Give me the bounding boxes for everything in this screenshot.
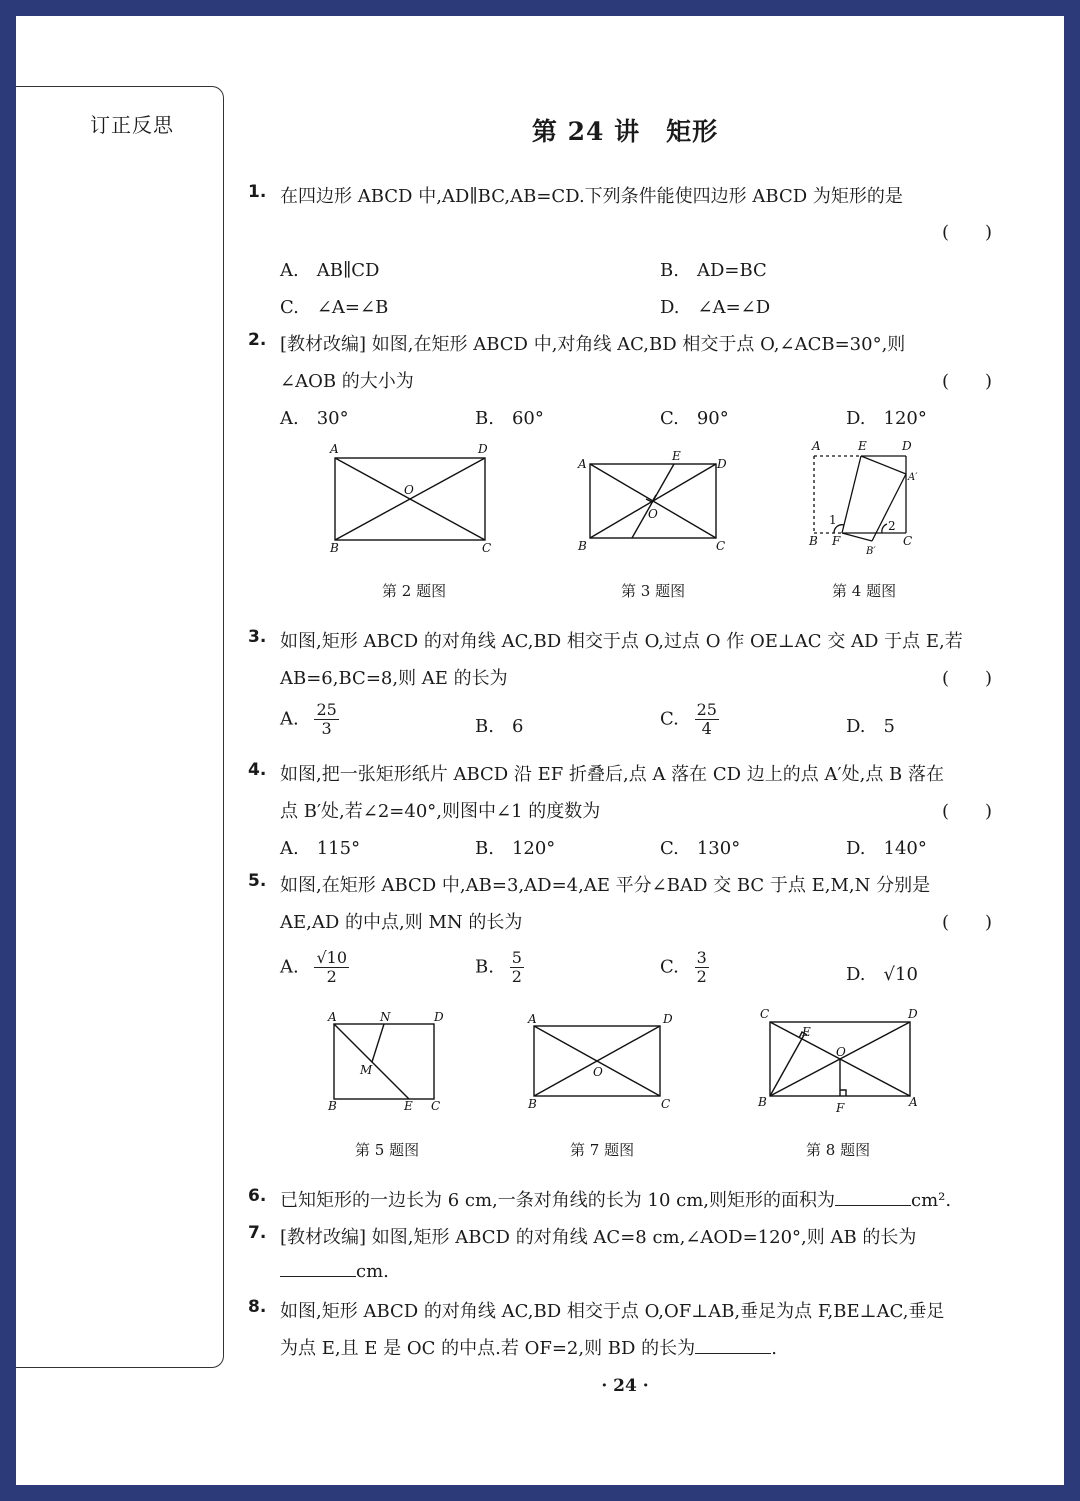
q5-option-c: C. $\frac{3}{2}$ xyxy=(660,948,707,986)
q4-line2: 点 B′处,若∠2=40°,则图中∠1 的度数为 xyxy=(280,801,601,822)
fig4-label-e: E xyxy=(858,439,867,453)
q4-option-c: C. 130° xyxy=(660,838,741,859)
fig3-label-c: C xyxy=(716,539,726,553)
fig8-label-o: O xyxy=(836,1045,846,1059)
fig7-label-d: D xyxy=(663,1012,673,1026)
fig7-label-o: O xyxy=(593,1065,603,1079)
q5-option-d: D. √10 xyxy=(846,964,918,985)
q8-answer-blank[interactable] xyxy=(695,1337,771,1354)
fig4-label-b-prime: B′ xyxy=(866,546,876,557)
fig8-label-d: D xyxy=(908,1007,918,1021)
fig4-label-angle1: 1 xyxy=(829,513,837,527)
q2-number: 2. xyxy=(248,330,267,350)
q2-line1: [教材改编] 如图,在矩形 ABCD 中,对角线 AC,BD 相交于点 O,∠ACB=30°,则 xyxy=(280,334,906,355)
fig4-label-a: A xyxy=(812,439,821,453)
q2-option-c: C. 90° xyxy=(660,408,729,429)
fig8-label-f: F xyxy=(836,1101,845,1115)
q8-number: 8. xyxy=(248,1297,267,1317)
caption-q5: 第 5 题图 xyxy=(355,1141,420,1159)
fig4-label-angle2: 2 xyxy=(888,519,896,533)
q2-option-a: A. 30° xyxy=(280,408,349,429)
caption-q4: 第 4 题图 xyxy=(832,582,897,600)
q2-option-b: B. 60° xyxy=(475,408,544,429)
q3-line2: AB=6,BC=8,则 AE 的长为 xyxy=(280,668,508,689)
q2-line2: ∠AOB 的大小为 xyxy=(280,371,414,392)
q7-line2: cm. xyxy=(280,1260,389,1282)
fig4-label-c: C xyxy=(903,534,913,548)
q8-line1: 如图,矩形 ABCD 的对角线 AC,BD 相交于点 O,OF⊥AB,垂足为点 F,BE⊥AC,垂足 xyxy=(280,1301,945,1322)
q6-answer-blank[interactable] xyxy=(835,1189,911,1206)
caption-q7: 第 7 题图 xyxy=(570,1141,635,1159)
q1-option-c: C. ∠A=∠B xyxy=(280,297,389,318)
fig4-label-f: F xyxy=(832,534,841,548)
fig4-label-b: B xyxy=(809,534,818,548)
q3-option-c: C. $\frac{25}{4}$ xyxy=(660,700,717,738)
q4-option-a: A. 115° xyxy=(280,838,361,859)
q4-answer-paren: ( ) xyxy=(942,801,993,822)
fig4-label-d: D xyxy=(902,439,912,453)
figure-q3 xyxy=(572,446,737,558)
q3-answer-paren: ( ) xyxy=(942,668,993,689)
fig7-label-b: B xyxy=(528,1097,537,1111)
fig2-label-c: C xyxy=(482,541,492,555)
q4-option-b: B. 120° xyxy=(475,838,556,859)
page-number: · 24 · xyxy=(601,1376,649,1396)
fig3-label-d: D xyxy=(717,457,727,471)
q1-answer-paren: ( ) xyxy=(942,222,993,243)
q1-number: 1. xyxy=(248,182,267,202)
figure-q8 xyxy=(752,1004,932,1118)
sidebar-title: 订正反思 xyxy=(90,113,174,137)
page-title: 第 24 讲 矩形 xyxy=(531,117,719,146)
q5-line2: AE,AD 的中点,则 MN 的长为 xyxy=(280,912,523,933)
q8-line2: 为点 E,且 E 是 OC 的中点.若 OF=2,则 BD 的长为 . xyxy=(280,1338,777,1359)
fig5-label-d: D xyxy=(434,1010,444,1024)
caption-q2: 第 2 题图 xyxy=(382,582,447,600)
fig8-label-b: B xyxy=(758,1095,767,1109)
fig5-label-b: B xyxy=(328,1099,337,1113)
q7-line1: [教材改编] 如图,矩形 ABCD 的对角线 AC=8 cm,∠AOD=120°,则 AB 的长为 xyxy=(280,1227,917,1248)
q3-number: 3. xyxy=(248,627,267,647)
q6-number: 6. xyxy=(248,1186,267,1206)
fig7-label-c: C xyxy=(661,1097,671,1111)
q1-option-d: D. ∠A=∠D xyxy=(660,297,771,318)
fig3-label-o: O xyxy=(648,507,658,521)
caption-q3: 第 3 题图 xyxy=(621,582,686,600)
q4-number: 4. xyxy=(248,760,267,780)
caption-q8: 第 8 题图 xyxy=(806,1141,871,1159)
q3-option-b: B. 6 xyxy=(475,716,524,737)
q4-line1: 如图,把一张矩形纸片 ABCD 沿 EF 折叠后,点 A 落在 CD 边上的点 A′处,点 B 落在 xyxy=(280,764,945,785)
fig8-label-c: C xyxy=(760,1007,770,1021)
q5-number: 5. xyxy=(248,871,267,891)
fig5-label-c: C xyxy=(431,1099,441,1113)
fig3-label-b: B xyxy=(578,539,587,553)
fig8-label-a: A xyxy=(909,1095,918,1109)
figure-q4 xyxy=(804,436,929,561)
q4-option-d: D. 140° xyxy=(846,838,927,859)
fig3-label-e: E xyxy=(672,449,681,463)
figure-q2 xyxy=(320,438,510,560)
q2-answer-paren: ( ) xyxy=(942,371,993,392)
fig5-label-m: M xyxy=(360,1063,373,1077)
fig8-label-e: E xyxy=(802,1025,811,1039)
fig2-label-o: O xyxy=(404,483,414,497)
fig3-label-a: A xyxy=(578,457,587,471)
fig5-label-a: A xyxy=(328,1010,337,1024)
q3-option-a: A. $\frac{25}{3}$ xyxy=(280,700,337,738)
fig4-label-a-prime: A′ xyxy=(908,472,918,483)
figure-q7 xyxy=(520,1010,680,1118)
q5-line1: 如图,在矩形 ABCD 中,AB=3,AD=4,AE 平分∠BAD 交 BC 于点 E,M,N 分别是 xyxy=(280,875,931,896)
fig2-label-d: D xyxy=(478,442,488,456)
figure-q5 xyxy=(322,1008,447,1118)
q7-answer-blank[interactable] xyxy=(280,1260,356,1277)
q3-option-d: D. 5 xyxy=(846,716,895,737)
q1-text: 在四边形 ABCD 中,AD∥BC,AB=CD.下列条件能使四边形 ABCD 为矩形的是 xyxy=(280,186,903,207)
q7-number: 7. xyxy=(248,1223,267,1243)
fig5-label-n: N xyxy=(380,1010,391,1024)
fig5-label-e: E xyxy=(404,1099,413,1113)
q3-line1: 如图,矩形 ABCD 的对角线 AC,BD 相交于点 O,过点 O 作 OE⊥AC 交 AD 于点 E,若 xyxy=(280,631,963,652)
q5-option-b: B. $\frac{5}{2}$ xyxy=(475,948,522,986)
q2-option-d: D. 120° xyxy=(846,408,927,429)
fig2-label-b: B xyxy=(330,541,339,555)
q1-option-a: A. AB∥CD xyxy=(280,260,380,281)
q1-option-b: B. AD=BC xyxy=(660,260,767,281)
correction-sidebar xyxy=(16,86,224,1368)
q6-text: 已知矩形的一边长为 6 cm,一条对角线的长为 10 cm,则矩形的面积为 cm². xyxy=(280,1190,952,1211)
fig2-label-a: A xyxy=(330,442,339,456)
q5-answer-paren: ( ) xyxy=(942,912,993,933)
q5-option-a: A. $\frac{√10}{2}$ xyxy=(280,948,348,986)
fig7-label-a: A xyxy=(528,1012,537,1026)
